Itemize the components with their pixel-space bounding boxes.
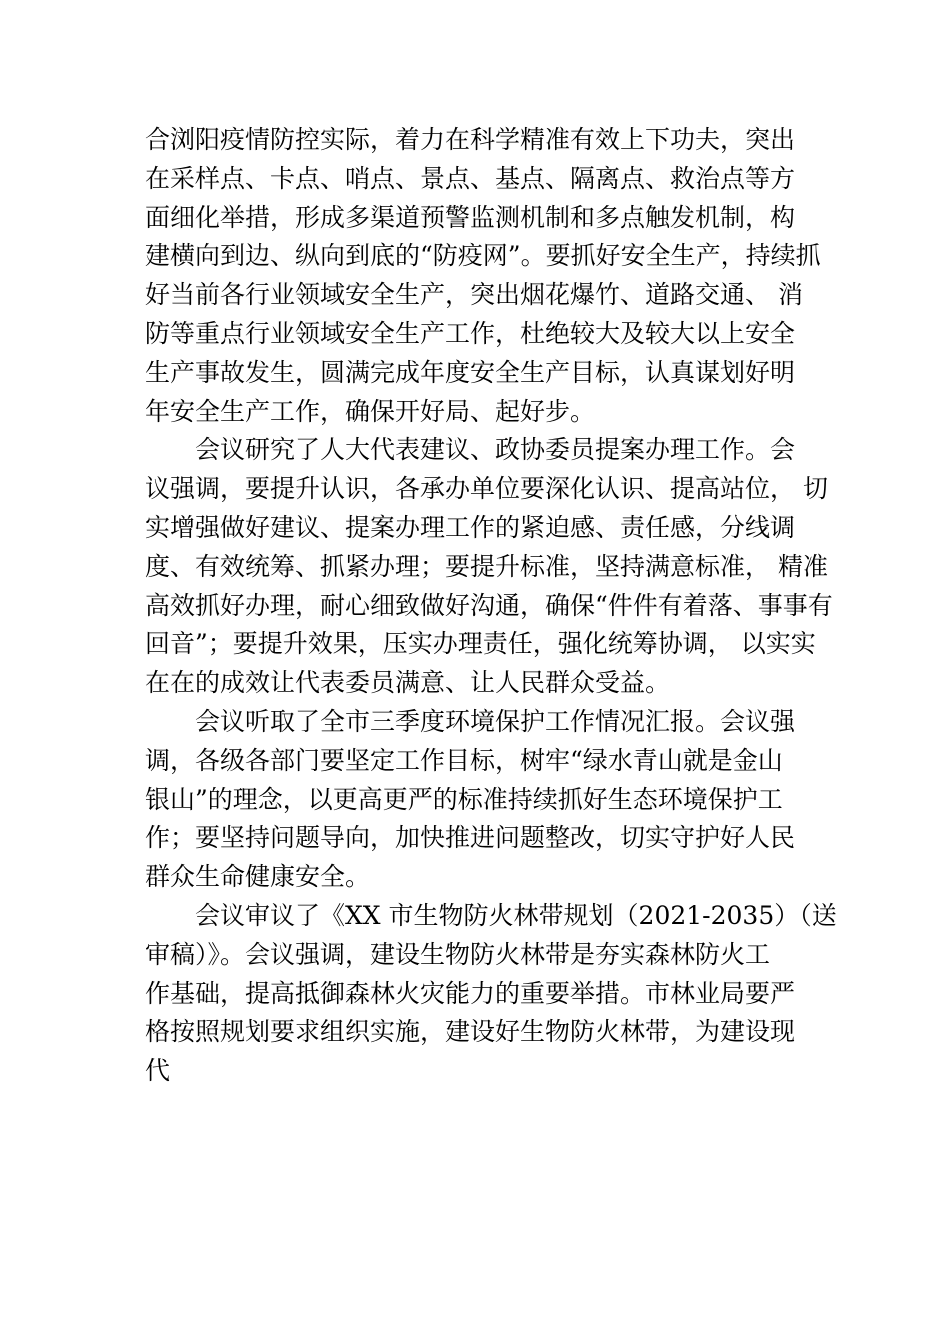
paragraph-4	[145, 897, 837, 1091]
document-body	[145, 121, 837, 1091]
text-line: 审稿）》。会议强调，建设生物防火林带是夯实森林防火工	[145, 939, 771, 969]
text-line: 在在的成效让代表委员满意、让人民群众受益。	[145, 668, 671, 698]
text-line: 面细化举措，形成多渠道预警监测机制和多点触发机制，构	[145, 202, 796, 232]
text-line: 年安全生产工作，确保开好局、起好步。	[145, 396, 596, 426]
text-line: 群众生命健康安全。	[145, 862, 371, 892]
text-line: 会议研究了人大代表建议、政协委员提案办理工作。会	[195, 435, 796, 465]
text-line: 好当前各行业领域安全生产，突出烟花爆竹、道路交通、 消	[145, 280, 803, 310]
text-line: 会议审议了《XX 市生物防火林带规划（2021-2035）（送	[195, 900, 837, 930]
text-line: 在采样点、卡点、哨点、景点、基点、隔离点、救治点等方	[145, 163, 796, 193]
text-line: 作基础，提高抵御森林火灾能力的重要举措。市林业局要严	[145, 978, 796, 1008]
text-line: 会议听取了全市三季度环境保护工作情况汇报。会议强	[195, 706, 796, 736]
text-line: 调，各级各部门要坚定工作目标，树牢“绿水青山就是金山	[145, 745, 783, 775]
text-line: 银山”的理念，以更高更严的标准持续抓好生态环境保护工	[145, 784, 783, 814]
text-line: 议强调，要提升认识，各承办单位要深化认识、提高站位， 切	[145, 474, 828, 504]
text-line: 合浏阳疫情防控实际，着力在科学精准有效上下功夫，突出	[145, 125, 796, 154]
text-line: 代	[145, 1056, 171, 1086]
text-line: 防等重点行业领域安全生产工作，杜绝较大及较大以上安全	[145, 318, 796, 348]
text-line: 格按照规划要求组织实施，建设好生物防火林带，为建设现	[145, 1017, 796, 1047]
text-line: 回音”；要提升效果，压实办理责任，强化统筹协调， 以实实	[145, 629, 816, 659]
paragraph-1	[145, 121, 825, 431]
text-line: 度、有效统筹、抓紧办理；要提升标准，坚持满意标准， 精准	[145, 551, 828, 581]
text-line: 实增强做好建议、提案办理工作的紧迫感、责任感，分线调	[145, 512, 796, 542]
text-line: 生产事故发生，圆满完成年度安全生产目标，认真谋划好明	[145, 357, 796, 387]
text-line: 高效抓好办理，耐心细致做好沟通，确保“件件有着落、事事有	[145, 590, 833, 620]
paragraph-3	[145, 703, 825, 897]
text-line: 建横向到边、纵向到底的“防疫网”。要抓好安全生产，持续抓	[145, 241, 821, 271]
paragraph-2	[145, 431, 833, 703]
text-line: 作；要坚持问题导向，加快推进问题整改，切实守护好人民	[145, 823, 796, 853]
